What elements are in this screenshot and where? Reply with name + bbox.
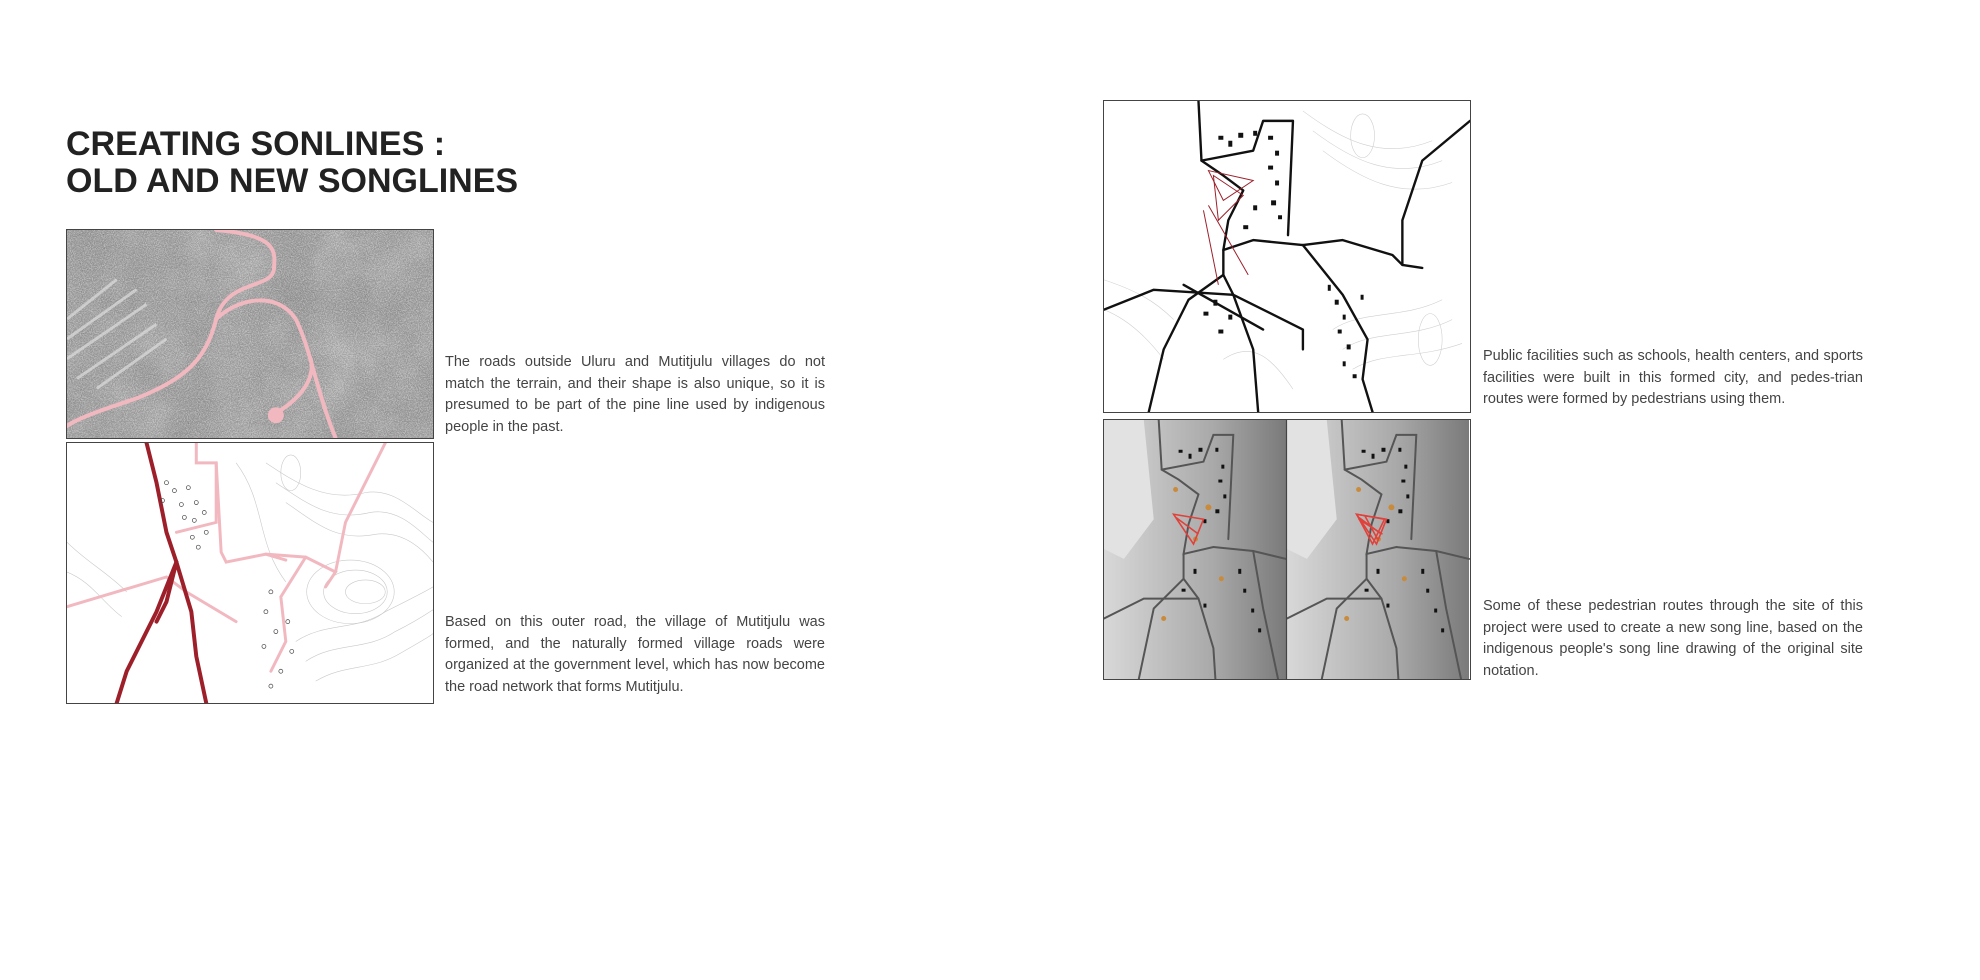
caption-facilities: Public facilities such as schools, health centers, and sports facilities were built in this formed city, and pedes-trian routes were formed by pedestrians using them. xyxy=(1483,348,1863,407)
songline-maps-panel xyxy=(1103,419,1471,680)
title-line-1: CREATING SONLINES : xyxy=(66,125,446,163)
caption-new-songline: Some of these pedestrian routes through the site of this project were used to create a new song line, based on the indigenous people's song line drawing of the original site notation. xyxy=(1483,598,1863,679)
facilities-map xyxy=(1104,101,1470,412)
caption-aerial: The roads outside Uluru and Mutitjulu villages do not match the terrain, and their shape is also unique, so it is presumed to be part of the pine line used by indigenous people in the past. xyxy=(445,354,825,435)
village-roads-panel xyxy=(66,442,434,704)
title-line-2: OLD AND NEW SONGLINES xyxy=(66,162,519,200)
village-roads-map xyxy=(67,443,433,703)
page-title xyxy=(66,126,518,200)
aerial-photo-panel xyxy=(66,229,434,439)
facilities-map-panel xyxy=(1103,100,1471,413)
songline-comparison-maps xyxy=(1104,420,1470,679)
caption-village-roads: Based on this outer road, the village of Mutitjulu was formed, and the naturally formed village roads were organized at the government level, which has now become the road network that forms Mutitjulu. xyxy=(445,614,825,695)
aerial-photo-image xyxy=(67,230,433,438)
